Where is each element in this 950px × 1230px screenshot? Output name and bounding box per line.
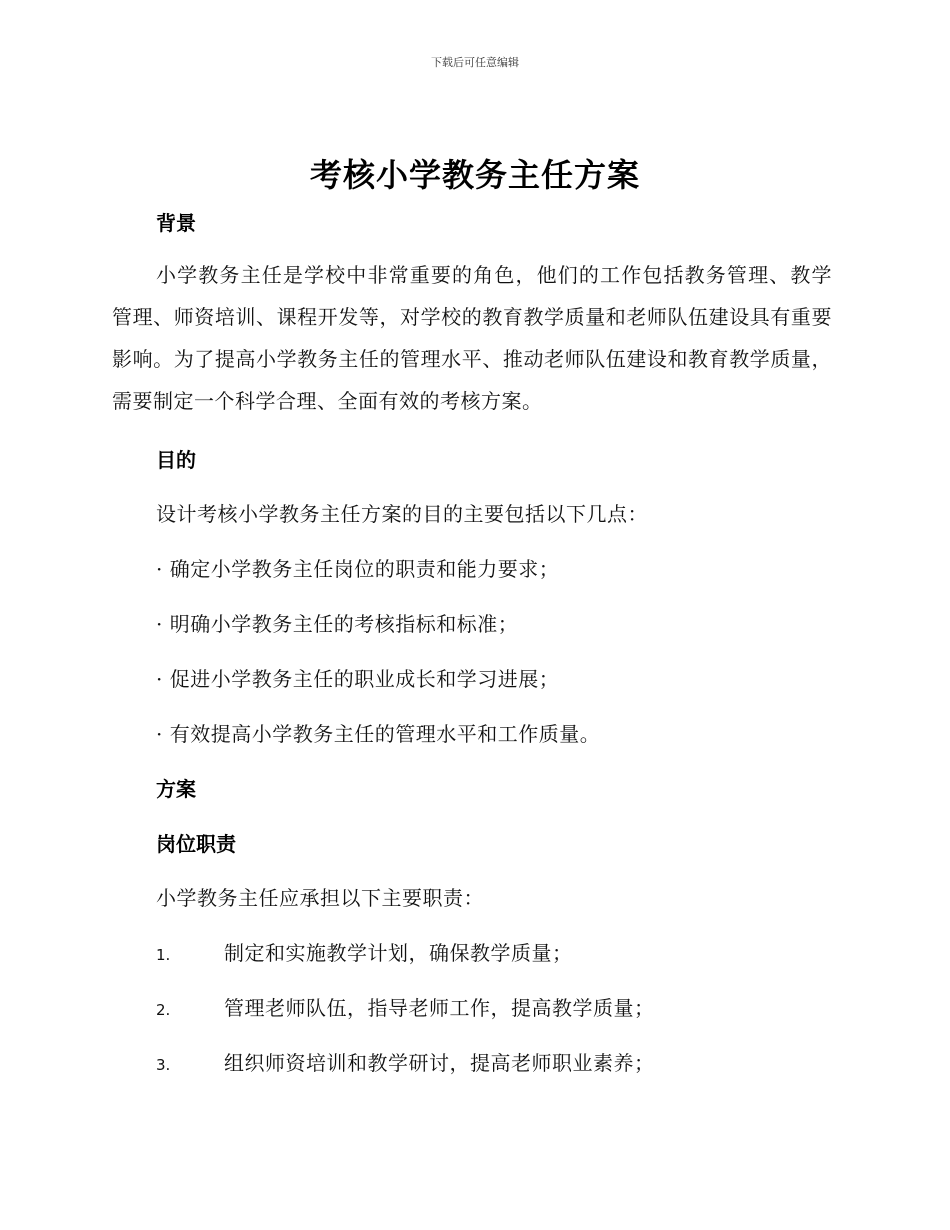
list-item-text: 组织师资培训和教学研讨，提高老师职业素养；: [224, 1051, 655, 1075]
purpose-bullet: · 明确小学教务主任的考核指标和标准；: [156, 612, 519, 636]
section-heading-background: 背景: [156, 211, 196, 235]
list-item-number: 1.: [156, 946, 171, 964]
purpose-bullet: · 促进小学教务主任的职业成长和学习进展；: [156, 667, 560, 691]
list-item: [156, 937, 573, 966]
list-item: [156, 992, 655, 1021]
section-heading-plan: 方案: [156, 777, 196, 801]
background-paragraph: 小学教务主任是学校中非常重要的角色，他们的工作包括教务管理、教学管理、师资培训、课程开发等，对学校的教育教学质量和老师队伍建设具有重要影响。为了提高小学教务主任的管理水平、推动老师队伍建设和教育教学质量，需要制定一个科学合理、全面有效的考核方案。: [112, 263, 832, 413]
duties-intro: 小学教务主任应承担以下主要职责：: [156, 886, 484, 910]
list-item-text: 制定和实施教学计划，确保教学质量；: [224, 941, 573, 965]
list-item-number: 3.: [156, 1056, 171, 1074]
list-item-number: 2.: [156, 1001, 171, 1019]
purpose-bullet: · 确定小学教务主任岗位的职责和能力要求；: [156, 557, 560, 581]
list-item: [156, 1047, 655, 1076]
purpose-intro: 设计考核小学教务主任方案的目的主要包括以下几点：: [156, 502, 648, 526]
document-title: 考核小学教务主任方案: [309, 156, 640, 194]
purpose-bullet: · 有效提高小学教务主任的管理水平和工作质量。: [156, 722, 601, 746]
page-header-note: 下载后可任意编辑: [431, 56, 519, 69]
subsection-heading-duties: 岗位职责: [156, 832, 236, 856]
section-heading-purpose: 目的: [156, 448, 196, 472]
list-item-text: 管理老师队伍，指导老师工作，提高教学质量；: [224, 996, 655, 1020]
